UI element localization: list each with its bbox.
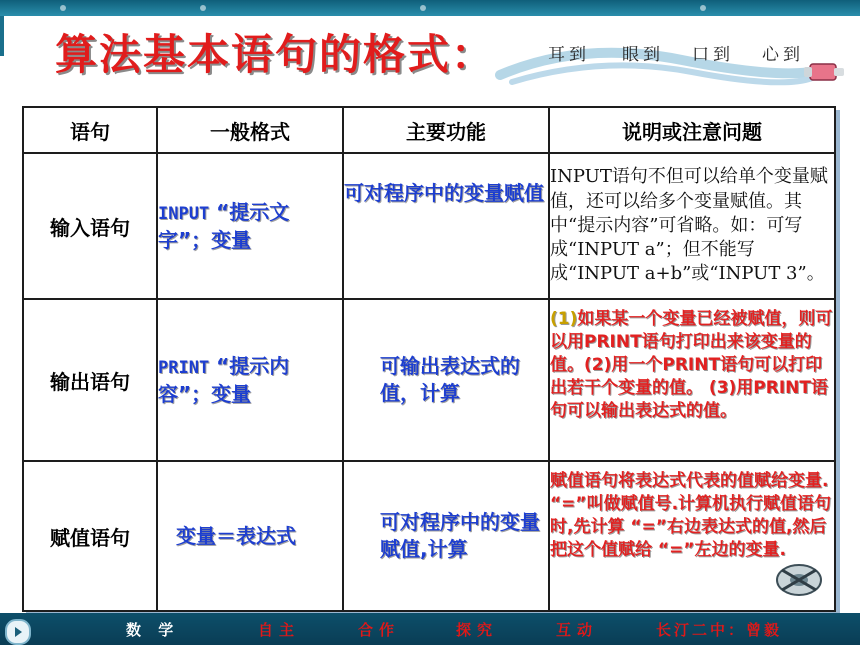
keyword-input: INPUT (158, 203, 210, 224)
header-notes: 说明或注意问题 (549, 107, 835, 153)
footer-item-explore: 探究 (456, 621, 499, 639)
banner-label-eyes: 眼到 (622, 45, 664, 65)
table-row-input (23, 153, 835, 299)
note-output (549, 299, 835, 461)
footer-item-interaction: 互动 (556, 621, 599, 639)
decor-dot (420, 5, 426, 11)
play-icon (7, 621, 29, 643)
page-title: 算法基本语句的格式： (55, 30, 496, 79)
format-input (157, 153, 343, 299)
row-name-input: 输入语句 (23, 153, 157, 299)
footer-school: 长汀二中：曾毅 (656, 621, 783, 639)
footer-subject: 数 学 (126, 621, 180, 639)
banner-label-heart: 心到 (762, 45, 804, 65)
left-decor (0, 16, 4, 56)
top-decor-bar (0, 0, 860, 16)
table-row-output (23, 299, 835, 461)
note-assign (549, 461, 835, 611)
banner-label-ears: 耳到 (548, 45, 590, 65)
decor-dot (700, 5, 706, 11)
note-assign-text: 赋值语句将表达式代表的值赋给变量. “=”叫做赋值号.计算机执行赋值语句时,先计算 “=”右边表达式的值,然后把这个值赋给 “=”左边的变量. (550, 471, 832, 560)
table-row-assign (23, 461, 835, 611)
note-input: INPUT语句不但可以给单个变量赋值，还可以给多个变量赋值。其中“提示内容”可省略。如：可写成“INPUT a”；但不能写成“INPUT a+b”或“INPUT 3”。 (549, 153, 835, 299)
footer-item-cooperation: 合作 (358, 621, 401, 639)
note-output-text: 如果某一个变量已经被赋值，则可以用PRINT语句打印出来该变量的值。(2)用一个PRINT语句可以打印出若干个变量的值。 (3)用PRINT语句可以输出表达式的值。 (550, 309, 833, 421)
note-output-num: (1) (550, 309, 578, 329)
header-function: 主要功能 (343, 107, 549, 153)
row-name-output: 输出语句 (23, 299, 157, 461)
table-header-row (23, 107, 835, 153)
format-output (157, 299, 343, 461)
function-output: 可输出表达式的值，计算 (343, 299, 549, 461)
statement-format-table (22, 106, 836, 612)
banner-label-mouth: 口到 (692, 45, 734, 65)
header-statement: 语句 (23, 107, 157, 153)
format-output-rest: “提示内容”；变量 (158, 353, 290, 407)
footer-item-autonomy: 自主 (258, 621, 301, 639)
row-name-assign: 赋值语句 (23, 461, 157, 611)
decor-dot (200, 5, 206, 11)
format-assign: 变量＝表达式 (157, 461, 343, 611)
header-format: 一般格式 (157, 107, 343, 153)
decor-dot (60, 5, 66, 11)
function-assign: 可对程序中的变量赋值,计算 (343, 461, 549, 611)
keyword-print: PRINT (158, 357, 210, 378)
gear-icon (772, 556, 826, 602)
format-input-rest: “提示文字”；变量 (158, 199, 290, 253)
play-button[interactable] (5, 619, 31, 645)
function-input: 可对程序中的变量赋值 (343, 153, 549, 299)
